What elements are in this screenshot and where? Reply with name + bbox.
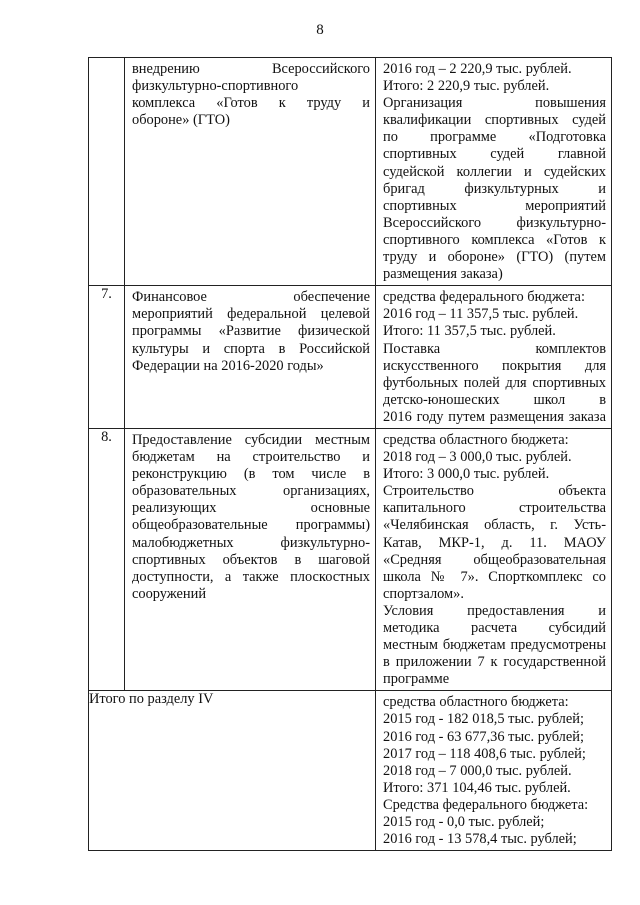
text-line: общеобразовательные программы) [132, 517, 370, 534]
text-line: судейской коллегии и судейских [383, 163, 606, 180]
text-line: 2016 год – 11 357,5 тыс. рублей. [383, 306, 579, 323]
text-line: Поставка комплектов [383, 340, 606, 357]
text-line: 2016 год – 2 220,9 тыс. рублей. [383, 61, 572, 77]
activity-cell [125, 428, 376, 690]
text-line: Финансовое обеспечение [132, 289, 370, 306]
table-row [89, 286, 612, 429]
text-line: спортивных мероприятий [383, 197, 606, 214]
text-line: футбольных полей для спортивных [383, 374, 606, 391]
text-line: мероприятий федеральной целевой [132, 306, 370, 323]
text-line: 2018 год – 3 000,0 тыс. рублей. [383, 449, 572, 466]
text-line: средства областного бюджета: [383, 694, 569, 711]
text-line: труду и обороне» (ГТО) (путем [383, 249, 606, 266]
text-line: бригад физкультурных и [383, 180, 606, 197]
text-line: спортзалом». [383, 585, 464, 602]
total-label: Итого по разделу IV [89, 691, 376, 851]
text-line: программы «Развитие физической [132, 323, 370, 340]
text-line: Средства федерального бюджета: [383, 796, 589, 813]
text-line: детско-юношеских школ в [383, 391, 606, 408]
text-line: 2016 году путем размещения заказа [383, 408, 606, 425]
text-line: реализующих основные [132, 500, 370, 517]
text-line: Федерации на 2016-2020 годы» [132, 357, 324, 374]
total-funding-cell [376, 691, 612, 851]
table-row [89, 428, 612, 690]
text-line: методика расчета субсидий [383, 620, 606, 636]
text-line: 2015 год - 0,0 тыс. рублей; [383, 814, 545, 831]
text-line: 2017 год – 118 408,6 тыс. рублей; [383, 745, 586, 762]
text-line: Предоставление субсидии местным [132, 431, 370, 448]
text-line: 2015 год - 182 018,5 тыс. рублей; [383, 711, 584, 728]
funding-result-cell [376, 58, 612, 286]
text-line: реконструкцию (в том числе в [132, 466, 370, 483]
text-line: Строительство объекта [383, 483, 606, 500]
row-number-cell: 7. [89, 286, 125, 429]
total-row [89, 691, 612, 851]
table-row [89, 58, 612, 286]
text-line: искусственного покрытия для [383, 357, 606, 374]
text-line: спортивных объектов в шаговой [132, 551, 370, 568]
text-line: «Средняя общеобразовательная [383, 551, 606, 568]
row-number-cell [89, 58, 125, 286]
text-line: культуры и спорта в Российской [132, 340, 370, 357]
text-line: капитального строительства [383, 500, 606, 517]
text-line: средства областного бюджета: [383, 431, 569, 448]
text-line: внедрению Всероссийского [132, 61, 370, 77]
text-line: размещения заказа) [383, 266, 503, 283]
text-line: малобюджетных физкультурно- [132, 534, 370, 551]
text-line: программе [383, 671, 450, 688]
text-line: физкультурно-спортивного [132, 78, 299, 95]
program-table [88, 57, 612, 851]
text-line: Итого: 2 220,9 тыс. рублей. [383, 78, 550, 95]
text-line: Итого: 371 104,46 тыс. рублей. [383, 779, 571, 796]
text-line: по программе «Подготовка [383, 129, 606, 146]
text-line: спортивных судей главной [383, 146, 606, 163]
funding-result-cell [376, 286, 612, 429]
activity-cell [125, 58, 376, 286]
activity-cell [125, 286, 376, 429]
text-line: в приложении 7 к государственной [383, 654, 606, 671]
text-line: местным бюджетам предусмотрены [383, 637, 606, 654]
text-line: Условия предоставления и [383, 602, 606, 619]
text-line: Всероссийского физкультурно- [383, 214, 606, 231]
text-line: обороне» (ГТО) [132, 112, 230, 129]
text-line: школа № 7». Спорткомплекс со [383, 568, 606, 585]
text-line: Катав, МКР-1, д. 11. МАОУ [383, 534, 606, 551]
text-line: «Челябинская область, г. Усть- [383, 517, 606, 534]
funding-result-cell [376, 428, 612, 690]
text-line: Итого: 11 357,5 тыс. рублей. [383, 323, 556, 340]
text-line: бюджетам на строительство и [132, 449, 370, 466]
text-line: Организация повышения [383, 95, 606, 112]
text-line: 2016 год - 63 677,36 тыс. рублей; [383, 728, 584, 745]
text-line: средства федерального бюджета: [383, 289, 585, 306]
text-line: спортивного комплекса «Готов к [383, 231, 606, 248]
page-number: 8 [316, 22, 324, 38]
text-line: образовательных организациях, [132, 483, 370, 500]
row-number-cell: 8. [89, 428, 125, 690]
text-line: 2018 год – 7 000,0 тыс. рублей. [383, 762, 572, 779]
text-line: комплекса «Готов к труду и [132, 95, 370, 112]
text-line: 2016 год - 13 578,4 тыс. рублей; [383, 831, 577, 848]
text-line: доступности, а также плоскостных [132, 568, 370, 585]
text-line: квалификации спортивных судей [383, 112, 606, 129]
text-line: Итого: 3 000,0 тыс. рублей. [383, 466, 550, 483]
text-line: сооружений [132, 585, 207, 602]
